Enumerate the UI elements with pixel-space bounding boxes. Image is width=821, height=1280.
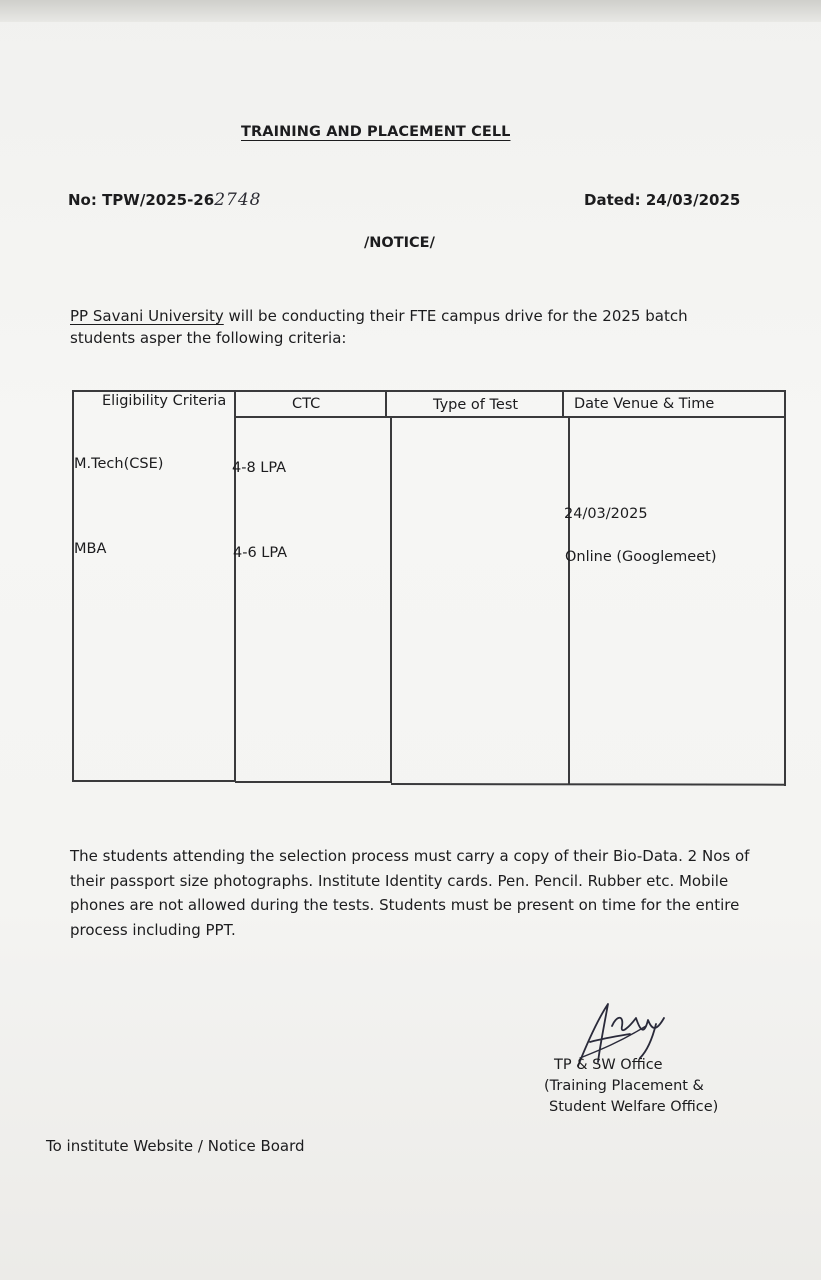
header-type-of-test: Type of Test: [433, 397, 519, 413]
table-border-bottom: [72, 780, 235, 782]
header-ctc: CTC: [292, 396, 321, 412]
instructions-paragraph: The students attending the selection process must carry a copy of their Bio-Data. 2 Nos of their passport size photographs. Institute Identity cards. Pen. Pencil. Rubber etc. Mobile phones are not allowed during the tests. Students must be present on time for the entire process including PPT.: [70, 847, 750, 939]
header-date-venue-time: Date Venue & Time: [574, 396, 715, 412]
notice-heading: /NOTICE/: [364, 235, 435, 251]
criteria-table: [72, 390, 786, 788]
table-border-left: [72, 390, 74, 781]
table-column-divider: [562, 390, 564, 416]
ctc-cell: 4-8 LPA: [232, 460, 287, 476]
schedule-date: 24/03/2025: [564, 506, 648, 522]
document-title: TRAINING AND PLACEMENT CELL: [241, 124, 511, 140]
table-border-top: [72, 390, 786, 392]
signatory-office: TP & SW Office: [554, 1057, 663, 1073]
table-column-divider: [390, 416, 392, 783]
table-border-bottom: [235, 781, 391, 783]
table-column-divider: [385, 390, 387, 416]
signatory-block: [544, 1055, 718, 1118]
table-border-right: [784, 390, 786, 786]
intro-text: will be conducting their FTE campus drive for the 2025 batch students asper the following criteria:: [70, 307, 688, 347]
intro-paragraph: [70, 305, 720, 349]
ctc-cell: 4-6 LPA: [233, 545, 288, 561]
reference-label: No: TPW/2025-26: [68, 191, 215, 209]
notice-date: Dated: 24/03/2025: [584, 191, 741, 209]
table-border-bottom: [391, 783, 786, 785]
schedule-venue: Online (Googlemeet): [565, 549, 717, 565]
paper-top-edge: [0, 0, 821, 22]
distribution-line: To institute Website / Notice Board: [46, 1137, 305, 1155]
signatory-office-full-1: (Training Placement &: [544, 1078, 704, 1094]
table-header-divider: [235, 416, 786, 418]
header-eligibility-criteria: Eligibility Criteria: [102, 393, 227, 409]
university-name: PP Savani University: [70, 307, 224, 325]
criteria-cell: M.Tech(CSE): [74, 456, 164, 472]
criteria-cell: MBA: [74, 541, 107, 557]
table-column-divider: [568, 416, 570, 784]
reference-handwritten-number: 2748: [214, 190, 262, 210]
table-column-divider: [234, 390, 236, 781]
reference-number: [68, 190, 261, 210]
signatory-office-full-2: Student Welfare Office): [549, 1099, 719, 1115]
